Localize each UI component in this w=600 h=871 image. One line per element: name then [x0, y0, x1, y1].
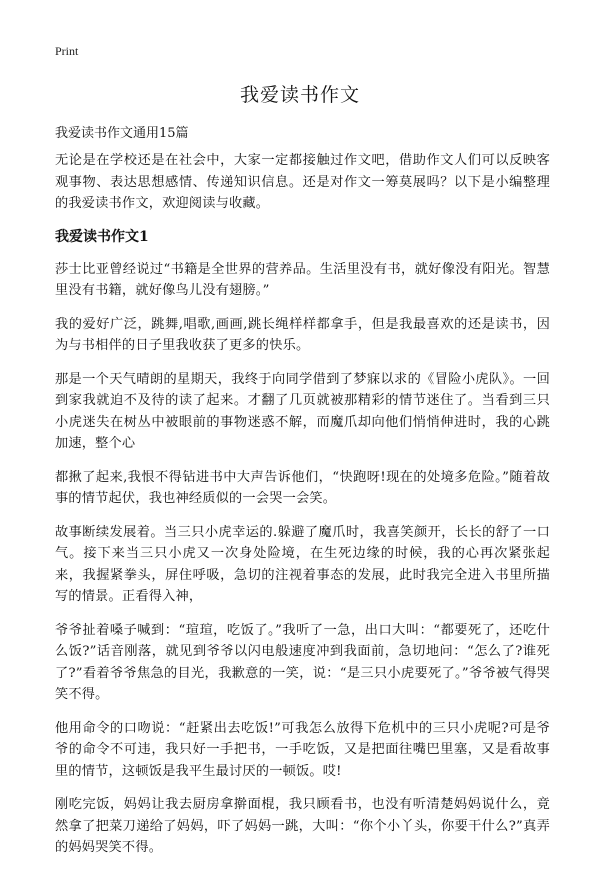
- paragraph: 莎士比亚曾经说过“书籍是全世界的营养品。生活里没有书，就好像没有阳光。智慧里没有书籍，就好像鸟儿没有翅膀。”: [55, 261, 550, 298]
- paragraph: 都揪了起来,我恨不得钻进书中大声告诉他们，“快跑呀!现在的处境多危险。”随着故事的情节起伏，我也神经质似的一会哭一会笑。: [55, 469, 550, 506]
- paragraph: 刚吃完饭，妈妈让我去厨房拿擀面棍，我只顾看书，也没有听清楚妈妈说什么，竟然拿了把菜刀递给了妈妈，吓了妈妈一跳，大叫：“你个小丫头，你要干什么?”真弄的妈妈哭笑不得。: [55, 797, 550, 855]
- section-heading: 我爱读书作文1: [55, 228, 149, 245]
- paragraph: 他用命令的口吻说：“赶紧出去吃饭!”可我怎么放得下危机中的三只小虎呢?可是爷爷的命令不可违，我只好一手把书，一手吃饭，又是把面往嘴巴里塞，又是看故事里的情节，这顿饭是我平生最讨厌的一顿饭。哎!: [55, 720, 550, 779]
- document-body: [55, 150, 550, 871]
- document-title: 我爱读书作文: [239, 84, 360, 106]
- paragraph: 故事断续发展着。当三只小虎幸运的.躲避了魔爪时，我喜笑颜开，长长的舒了一口气。接下来当三只小虎又一次身处险境，在生死边缘的时候，我的心再次紧张起来，我握紧拳头，屏住呼吸，急切的注视着事态的发展，此时我完全进入书里所描写的情景。正看得入神，: [55, 524, 550, 604]
- print-label[interactable]: Print: [55, 44, 79, 58]
- document-subtitle: 我爱读书作文通用15篇: [55, 126, 189, 141]
- intro-paragraph: 无论是在学校还是在社会中，大家一定都接触过作文吧，借助作文人们可以反映客观事物、表达思想感情、传递知识信息。还是对作文一筹莫展吗？以下是小编整理的我爱读书作文，欢迎阅读与收藏。: [55, 153, 550, 211]
- paragraph: 爷爷扯着嗓子喊到：“瑄瑄，吃饭了。”我听了一急，出口大叫：“都要死了，还吃什么饭?”话音刚落，就见到爷爷以闪电般速度冲到我面前，急切地问：“怎么了?谁死了?”看着爷爷焦急的目光，我歉意的一笑，说：“是三只小虎要死了。”爷爷被气得哭笑不得。: [55, 622, 550, 702]
- paragraph: 我的爱好广泛，跳舞,唱歌,画画,跳长绳样样都拿手，但是我最喜欢的还是读书，因为与书相伴的日子里我收获了更多的快乐。: [55, 316, 550, 353]
- paragraph: 那是一个天气晴朗的星期天，我终于向同学借到了梦寐以求的《冒险小虎队》。一回到家我就迫不及待的读了起来。才翻了几页就被那精彩的情节迷住了。当看到三只小虎迷失在树丛中被眼前的事物迷惑不解，而魔爪却向他们悄悄伸进时，我的心跳加速，整个心: [55, 371, 550, 451]
